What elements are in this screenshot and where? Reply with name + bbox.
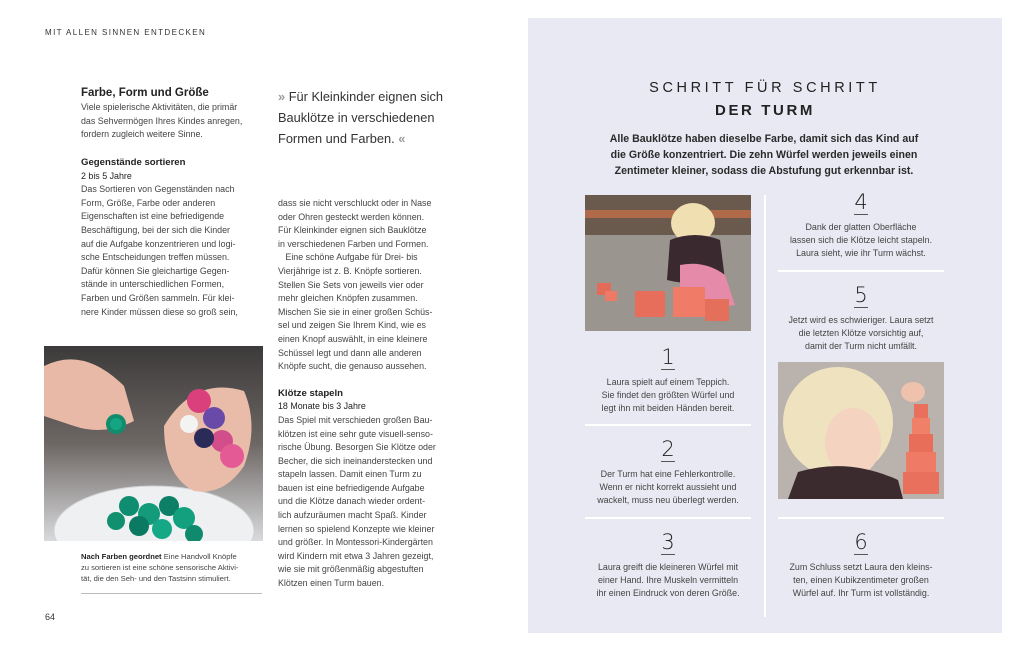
quote-close-mark: « (398, 131, 406, 146)
step-line: Wenn er nicht korrekt aussieht und (599, 482, 737, 493)
step-line: einer Hand. Ihre Muskeln vermitteln (597, 575, 739, 586)
step-line: Sie findet den größten Würfel und (601, 390, 735, 401)
text-line: dass sie nicht verschluckt oder in Nase (278, 198, 432, 208)
caption-line: Eine Handvoll Knöpfe (163, 552, 237, 561)
section-middle-column (278, 197, 458, 591)
text-line: Mischen Sie sie in einer großen Schüs- (278, 306, 433, 317)
text-line: lernen so spielend Konzepte wie kleiner (278, 523, 435, 534)
age-range: 18 Monate bis 3 Jahre (278, 401, 366, 412)
text-line: und größer. In Montessori-Kindergärten (278, 537, 433, 548)
age-range: 2 bis 5 Jahre (81, 170, 132, 181)
step-line: Zum Schluss setzt Laura den kleins- (789, 562, 933, 572)
step-line: Würfel auf. Ihr Turm ist vollständig. (792, 588, 930, 599)
step-line: legt ihn mit beiden Händen bereit. (601, 403, 735, 414)
intro-line: fordern zugleich weitere Sinne. (81, 129, 203, 140)
text-line: mehr gleichen Knöpfen zusammen. (278, 293, 418, 304)
step-1 (585, 345, 751, 416)
step-line: wackelt, muss neu überlegt werden. (597, 495, 739, 506)
step-number-underline (661, 369, 675, 370)
text-line: Farben und Größen sammeln. Für klei- (81, 292, 235, 303)
text-line: in verschiedenen Farben und Formen. (278, 238, 429, 249)
subheading-sortieren: Gegenstände sortieren (81, 157, 186, 168)
step-2 (585, 437, 751, 508)
step-number-underline (854, 214, 868, 215)
text-line: Dafür können Sie gleichartige Gegen- (81, 265, 230, 276)
text-line: Für Kleinkinder eignen sich Bauklötze (278, 225, 427, 236)
step-line: Dank der glatten Oberfläche (805, 222, 917, 232)
text-line: stände in unterschiedlichen Formen, (81, 279, 225, 290)
tower-photo-1 (585, 195, 751, 331)
text-line: lich aufzuräumen macht Spaß. Kinder (278, 510, 427, 521)
column-divider (764, 195, 766, 617)
step-line: die letzten Klötze vorsichtig auf, (798, 328, 924, 339)
step-line: Jetzt wird es schwieriger. Laura setzt (788, 315, 934, 325)
subheading-kloetze: Klötze stapeln (278, 387, 344, 399)
text-line: einen Knopf auswählt, in eine kleinere (278, 333, 428, 344)
panel-intro (583, 131, 945, 179)
step-text (585, 376, 751, 416)
quote-open-mark: » (278, 89, 286, 104)
step-number: 4 (854, 190, 868, 214)
step-3 (585, 530, 751, 601)
text-line: Beschäftigung, bei der sich die Kinder (81, 224, 230, 235)
text-line: auf die Aufgabe konzentrieren und logi- (81, 238, 236, 249)
step-divider (778, 517, 944, 519)
text-line: Knöpfe sucht, die genauso aussehen. (278, 361, 427, 372)
step-line: damit der Turm nicht umfällt. (805, 341, 917, 352)
text-line: Stellen Sie Sets von jeweils vier oder (278, 279, 424, 290)
section-heading: Farbe, Form und Größe (81, 87, 209, 99)
tower-photo-2 (778, 362, 944, 499)
pull-quote (278, 86, 468, 149)
page-number: 64 (45, 612, 56, 622)
panel-title: DER TURM (715, 102, 815, 119)
section-sortieren (81, 156, 259, 319)
caption-title: Nach Farben geordnet (81, 552, 162, 561)
text-line: Eine schöne Aufgabe für Drei- bis (278, 252, 418, 263)
step-number-underline (854, 307, 868, 308)
step-text (778, 561, 944, 601)
step-number-underline (661, 461, 675, 462)
step-text (585, 468, 751, 508)
panel-kicker: SCHRITT FÜR SCHRITT (649, 80, 881, 96)
step-number: 5 (854, 283, 868, 307)
text-line: rische Übung. Besorgen Sie Klötze oder (278, 442, 436, 453)
text-line: Das Spiel mit verschieden großen Bau- (278, 414, 433, 425)
text-line: Becher, die sich ineinanderstecken und (278, 455, 433, 466)
intro-line: Viele spielerische Aktivitäten, die primär (81, 102, 238, 112)
step-6 (778, 530, 944, 601)
text-line: klötzen ist eine sehr gute visuell-senso- (278, 428, 433, 439)
text-line: nere Kinder müssen diese so groß sein, (81, 306, 238, 317)
step-line: Laura sieht, wie ihr Turm wächst. (796, 248, 926, 259)
intro-line: Zentimeter kleiner, sodass die Abstufung gut erkennbar ist. (614, 165, 914, 177)
step-line: Laura spielt auf einem Teppich. (606, 377, 730, 387)
caption-line: tät, die den Seh- und den Tastsinn stimuliert. (81, 574, 231, 583)
text-line: wie sie mit größenmäßig abgestuften (278, 564, 424, 575)
section-farbe-form (81, 86, 259, 142)
quote-line: Bauklötze in verschiedenen (278, 110, 435, 125)
step-text (585, 561, 751, 601)
step-line: ten, einen Kubikzentimeter großen (793, 575, 929, 586)
quote-line: Formen und Farben. (278, 131, 395, 146)
text-line: stapeln lassen. Damit einen Turm zu (278, 469, 422, 480)
tower-photo-1-illustration (585, 195, 751, 331)
text-line: bauen ist eine befriedigende Aufgabe (278, 482, 425, 493)
step-line: Der Turm hat eine Fehlerkontrolle. (600, 469, 736, 479)
step-line: ihr einen Eindruck von deren Größe. (596, 588, 740, 599)
step-number: 2 (661, 437, 675, 461)
step-line: Laura greift die kleineren Würfel mit (597, 562, 739, 572)
text-line: Eigenschaften ist eine befriedigende (81, 211, 225, 222)
buttons-photo-illustration (44, 346, 263, 541)
text-line: oder Ohren gesteckt werden können. (278, 211, 425, 222)
running-header: MIT ALLEN SINNEN ENTDECKEN (45, 28, 207, 37)
intro-line: Alle Bauklötze haben dieselbe Farbe, damit sich das Kind auf (609, 133, 919, 145)
text-line: und die Klötze danach wieder ordent- (278, 496, 426, 507)
quote-line: Für Kleinkinder eignen sich (288, 89, 444, 104)
text-line: Das Sortieren von Gegenständen nach (81, 184, 235, 195)
step-text (778, 314, 944, 354)
step-line: lassen sich die Klötze leicht stapeln. (789, 235, 933, 246)
step-4 (778, 190, 944, 261)
step-number: 1 (661, 345, 675, 369)
text-line: Klötzen einen Turm bauen. (278, 578, 385, 589)
text-line: sche Entscheidungen treffen müssen. (81, 252, 230, 263)
text-line: Vierjährige ist z. B. Knöpfe sortieren. (278, 265, 422, 276)
step-divider (585, 424, 751, 426)
caption-rule (81, 593, 262, 594)
intro-line: die Größe konzentriert. Die zehn Würfel werden jeweils einen (610, 149, 918, 161)
step-divider (778, 270, 944, 272)
text-line: Schüssel legt und dann alle anderen (278, 347, 422, 358)
text-line: wird Kindern mit etwa 3 Jahren gezeigt, (278, 550, 434, 561)
step-number: 3 (661, 530, 675, 554)
step-divider (585, 517, 751, 519)
step-number: 6 (854, 530, 868, 554)
caption-line: zu sortieren ist eine schöne sensorische Aktivi- (81, 563, 239, 572)
buttons-photo (44, 346, 263, 541)
text-line: Form, Größe, Farbe oder anderen (81, 197, 216, 208)
step-number-underline (854, 554, 868, 555)
intro-line: das Sehvermögen Ihres Kindes anregen, (81, 115, 243, 126)
step-text (778, 221, 944, 261)
tower-photo-2-illustration (778, 362, 944, 499)
photo-caption (81, 551, 264, 584)
step-number-underline (661, 554, 675, 555)
step-5 (778, 283, 944, 354)
text-line: sel und zeigen Sie Ihrem Kind, wie es (278, 320, 426, 331)
